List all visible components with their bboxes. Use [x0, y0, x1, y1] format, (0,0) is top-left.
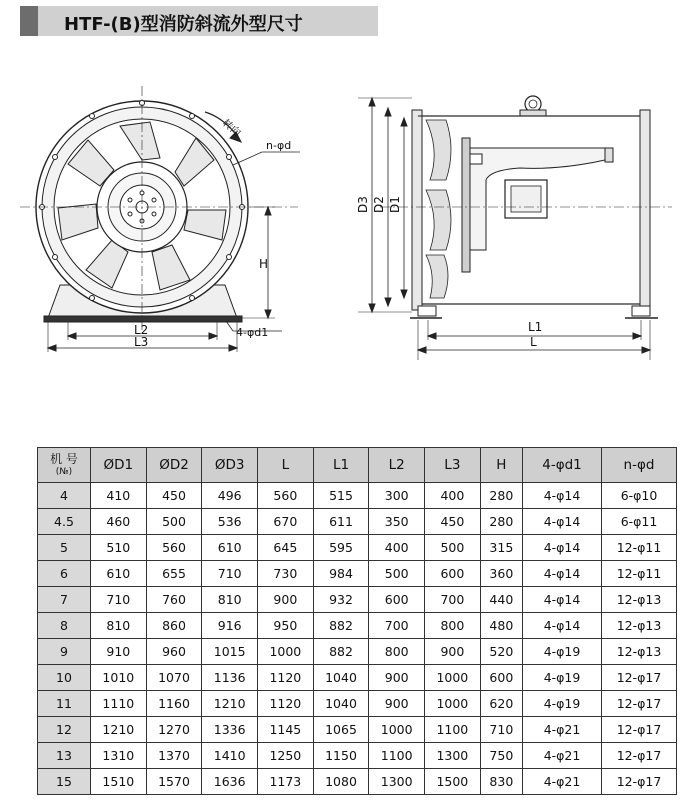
table-cell: 450 [146, 483, 202, 509]
table-cell: 610 [202, 535, 258, 561]
table-cell: 12-φ17 [602, 769, 677, 795]
table-cell: 860 [146, 613, 202, 639]
table-cell: 1173 [258, 769, 314, 795]
table-cell: 1410 [202, 743, 258, 769]
table-cell: 480 [480, 613, 522, 639]
table-cell: 882 [313, 613, 369, 639]
table-cell: 560 [146, 535, 202, 561]
table-cell: 700 [369, 613, 425, 639]
table-cell: 645 [258, 535, 314, 561]
table-cell: 810 [91, 613, 147, 639]
model-number-cell: 12 [38, 717, 91, 743]
table-cell: 12-φ11 [602, 561, 677, 587]
table-row [38, 639, 677, 665]
table-cell: 4-φ14 [523, 587, 602, 613]
table-cell: 350 [369, 509, 425, 535]
table-cell: 4-φ14 [523, 613, 602, 639]
header-cell: L [258, 448, 314, 483]
title-accent [20, 6, 38, 36]
table-cell: 1300 [425, 743, 481, 769]
table-cell: 710 [91, 587, 147, 613]
header-cell: ØD3 [202, 448, 258, 483]
table-cell: 910 [91, 639, 147, 665]
table-cell: 500 [369, 561, 425, 587]
height-label: H [259, 257, 269, 271]
table-cell: 4-φ21 [523, 743, 602, 769]
table-cell: 900 [369, 691, 425, 717]
table-row [38, 483, 677, 509]
table-cell: 710 [202, 561, 258, 587]
table-cell: 4-φ19 [523, 639, 602, 665]
dimension-table [37, 447, 677, 795]
table-cell: 400 [425, 483, 481, 509]
table-cell: 1510 [91, 769, 147, 795]
table-cell: 1145 [258, 717, 314, 743]
table-cell: 932 [313, 587, 369, 613]
holes-label: n-φd [266, 139, 292, 152]
table-row [38, 509, 677, 535]
table-cell: 1040 [313, 691, 369, 717]
table-cell: 12-φ13 [602, 587, 677, 613]
front-view [20, 86, 300, 352]
table-cell: 496 [202, 483, 258, 509]
model-number-cell: 13 [38, 743, 91, 769]
table-cell: 450 [425, 509, 481, 535]
table-cell: 4-φ14 [523, 561, 602, 587]
d2-label: D2 [372, 196, 386, 213]
rotation-label: 转向 [220, 117, 243, 140]
table-cell: 800 [425, 613, 481, 639]
table-cell: 1136 [202, 665, 258, 691]
table-cell: 315 [480, 535, 522, 561]
table-cell: 800 [369, 639, 425, 665]
table-cell: 1015 [202, 639, 258, 665]
header-cell: L1 [313, 448, 369, 483]
table-cell: 1336 [202, 717, 258, 743]
table-cell: 515 [313, 483, 369, 509]
table-row [38, 535, 677, 561]
table-cell: 1250 [258, 743, 314, 769]
table-row [38, 561, 677, 587]
table-row [38, 691, 677, 717]
table-cell: 760 [146, 587, 202, 613]
table-body [38, 483, 677, 795]
table-cell: 1000 [258, 639, 314, 665]
table-row [38, 587, 677, 613]
table-cell: 810 [202, 587, 258, 613]
table-cell: 950 [258, 613, 314, 639]
table-cell: 611 [313, 509, 369, 535]
table-cell: 510 [91, 535, 147, 561]
table-cell: 1636 [202, 769, 258, 795]
table-header-row [38, 448, 677, 483]
table-cell: 6-φ11 [602, 509, 677, 535]
table-cell: 4-φ21 [523, 717, 602, 743]
table-cell: 984 [313, 561, 369, 587]
header-cell: L3 [425, 448, 481, 483]
table-cell: 1000 [369, 717, 425, 743]
table-cell: 4-φ19 [523, 665, 602, 691]
header-cell: 4-φd1 [523, 448, 602, 483]
table-cell: 620 [480, 691, 522, 717]
l2-label: L2 [134, 323, 149, 337]
table-cell: 360 [480, 561, 522, 587]
header-model-label: 机 号 [50, 452, 78, 466]
table-cell: 280 [480, 509, 522, 535]
table-cell: 1100 [369, 743, 425, 769]
table-cell: 1010 [91, 665, 147, 691]
table-cell: 1120 [258, 691, 314, 717]
table-cell: 536 [202, 509, 258, 535]
model-number-cell: 9 [38, 639, 91, 665]
table-cell: 500 [425, 535, 481, 561]
table-cell: 1300 [369, 769, 425, 795]
table-cell: 960 [146, 639, 202, 665]
model-number-cell: 10 [38, 665, 91, 691]
table-cell: 4-φ21 [523, 769, 602, 795]
table-cell: 1150 [313, 743, 369, 769]
table-cell: 1000 [425, 691, 481, 717]
table-cell: 1270 [146, 717, 202, 743]
table-cell: 1110 [91, 691, 147, 717]
feet-label: 4-φd1 [236, 326, 269, 339]
table-cell: 1065 [313, 717, 369, 743]
header-model [38, 448, 91, 483]
table-row [38, 665, 677, 691]
table-cell: 1100 [425, 717, 481, 743]
table-cell: 300 [369, 483, 425, 509]
table-cell: 900 [425, 639, 481, 665]
table-cell: 440 [480, 587, 522, 613]
table-cell: 4-φ14 [523, 535, 602, 561]
table-cell: 1120 [258, 665, 314, 691]
table-cell: 1370 [146, 743, 202, 769]
model-number-cell: 11 [38, 691, 91, 717]
table-cell: 730 [258, 561, 314, 587]
table-cell: 600 [480, 665, 522, 691]
table-cell: 410 [91, 483, 147, 509]
table-cell: 4-φ14 [523, 483, 602, 509]
table-row [38, 769, 677, 795]
model-number-cell: 7 [38, 587, 91, 613]
table-cell: 280 [480, 483, 522, 509]
header-cell: n-φd [602, 448, 677, 483]
table-cell: 710 [480, 717, 522, 743]
table-cell: 595 [313, 535, 369, 561]
table-cell: 610 [91, 561, 147, 587]
table-cell: 12-φ17 [602, 717, 677, 743]
table-cell: 1000 [425, 665, 481, 691]
table-cell: 12-φ17 [602, 691, 677, 717]
table-cell: 12-φ13 [602, 639, 677, 665]
header-model-sub: (№) [55, 467, 73, 477]
table-row [38, 613, 677, 639]
table-cell: 6-φ10 [602, 483, 677, 509]
table-cell: 12-φ11 [602, 535, 677, 561]
header-cell: H [480, 448, 522, 483]
page-title: HTF-(B)型消防斜流外型尺寸 [64, 14, 303, 35]
model-number-cell: 4.5 [38, 509, 91, 535]
table-cell: 600 [369, 587, 425, 613]
model-number-cell: 6 [38, 561, 91, 587]
table-cell: 830 [480, 769, 522, 795]
table-cell: 655 [146, 561, 202, 587]
table-cell: 900 [258, 587, 314, 613]
table-cell: 882 [313, 639, 369, 665]
d1-label: D1 [388, 196, 402, 213]
table-cell: 12-φ17 [602, 665, 677, 691]
table-cell: 670 [258, 509, 314, 535]
table-cell: 1040 [313, 665, 369, 691]
table-cell: 12-φ17 [602, 743, 677, 769]
table-cell: 1210 [91, 717, 147, 743]
table-cell: 1310 [91, 743, 147, 769]
side-view [356, 96, 672, 360]
table-cell: 520 [480, 639, 522, 665]
table-cell: 500 [146, 509, 202, 535]
table-cell: 4-φ19 [523, 691, 602, 717]
table-cell: 12-φ13 [602, 613, 677, 639]
header-cell: ØD1 [91, 448, 147, 483]
table-row [38, 717, 677, 743]
model-number-cell: 5 [38, 535, 91, 561]
l1-label: L1 [528, 320, 543, 334]
table-cell: 460 [91, 509, 147, 535]
table-cell: 700 [425, 587, 481, 613]
table-cell: 1570 [146, 769, 202, 795]
model-number-cell: 15 [38, 769, 91, 795]
fan-dimension-drawing [0, 44, 700, 424]
table-cell: 750 [480, 743, 522, 769]
l-label: L [530, 335, 537, 349]
table-cell: 1500 [425, 769, 481, 795]
table-cell: 900 [369, 665, 425, 691]
table-cell: 4-φ14 [523, 509, 602, 535]
table-cell: 600 [425, 561, 481, 587]
table-cell: 1070 [146, 665, 202, 691]
l3-label: L3 [134, 335, 149, 349]
table-cell: 1160 [146, 691, 202, 717]
table-cell: 400 [369, 535, 425, 561]
table-row [38, 743, 677, 769]
model-number-cell: 8 [38, 613, 91, 639]
model-number-cell: 4 [38, 483, 91, 509]
table-cell: 1210 [202, 691, 258, 717]
header-cell: ØD2 [146, 448, 202, 483]
table-cell: 1080 [313, 769, 369, 795]
d3-label: D3 [356, 196, 370, 213]
table-cell: 560 [258, 483, 314, 509]
table-cell: 916 [202, 613, 258, 639]
title-bar [0, 0, 700, 44]
header-cell: L2 [369, 448, 425, 483]
